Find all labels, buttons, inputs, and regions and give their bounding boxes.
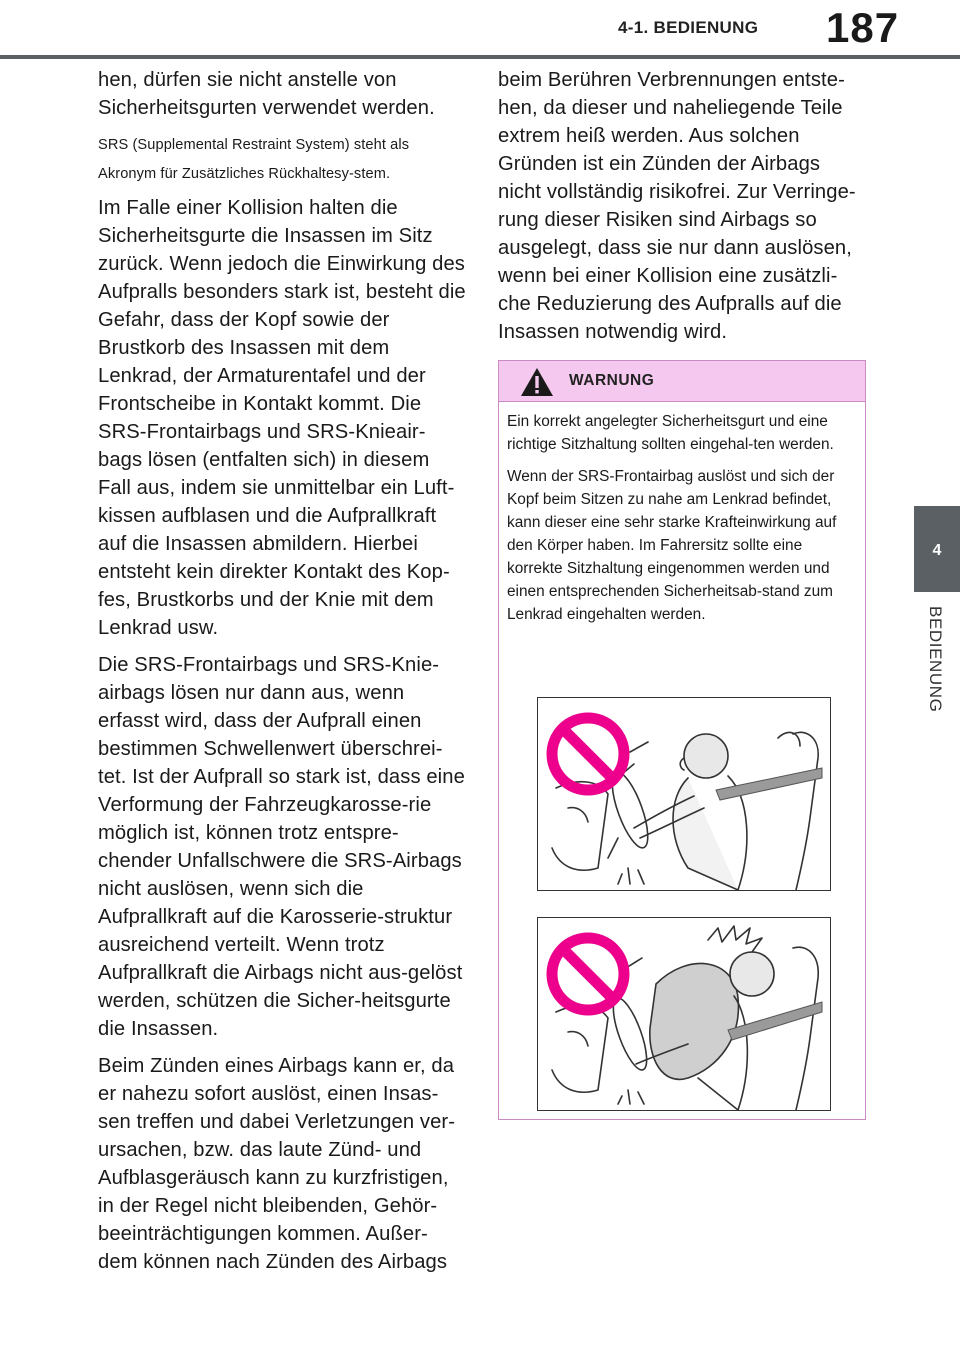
left-column (98, 66, 466, 1285)
acronym-note: SRS (Supplemental Restraint System) steht als Akronym für Zusätzliches Rückhaltesy-stem. (98, 137, 410, 182)
chapter-number: 4 (932, 542, 942, 559)
illustration-driver-seated (537, 697, 831, 891)
body-paragraph: Beim Zünden eines Airbags kann er, da er nahezu sofort auslöst, einen Insas-sen treffen und dabei Verletzungen ver-ursachen, bzw. das laute Zünd- und Aufblasgeräusch kann zu kurzfristigen, in der Regel nicht bleibenden, Gehör-beeinträchtigungen kommen. Außer-dem können nach Zünden des Airbags (98, 1055, 456, 1273)
driver-seated-drawing (538, 698, 830, 890)
body-paragraph: Die SRS-Frontairbags und SRS-Knie-airbags lösen nur dann aus, wenn erfasst wird, dass der Aufprall einen bestimmen Schwellenwert überschrei-tet. Ist der Aufprall so stark ist, dass eine Verformung der Fahrzeugkarosse-rie möglich ist, können trotz entspre-chender Unfallschwere die SRS-Airbags nicht auslösen, wenn sich die Aufprallkraft auf die Karosserie-struktur ausreichend verteilt. Wenn trotz Aufprallkraft die Airbags nicht aus-gelöst werden, schützen die Sicher-heitsgurte die Insassen. (98, 654, 465, 1040)
body-paragraph: hen, dürfen sie nicht anstelle von Sicherheitsgurten verwendet werden. (98, 69, 435, 119)
prohibition-sign-icon (552, 718, 624, 790)
page-number: 187 (826, 4, 900, 51)
header-rule (0, 55, 960, 59)
warning-body (499, 402, 865, 626)
warning-triangle-icon (519, 366, 555, 398)
warning-header (499, 361, 865, 402)
chapter-label-wrapper (914, 606, 960, 726)
prohibition-sign-icon (552, 938, 624, 1010)
warning-title: WARNUNG (569, 372, 655, 389)
warning-paragraph: Wenn der SRS-Frontairbag auslöst und sich der Kopf beim Sitzen zu nahe am Lenkrad befindet, kann dieser eine sehr starke Krafteinwirkung auf den Körper haben. Im Fahrersitz sollte eine korrekte Sitzhaltung eingenommen werden und einen entsprechenden Sicherheitsab-stand zum Lenkrad eingehalten werden. (507, 468, 837, 623)
driver-too-close-drawing (538, 918, 830, 1110)
right-column (498, 66, 866, 355)
warning-paragraph: Ein korrekt angelegter Sicherheitsgurt und eine richtige Sitzhaltung sollten eingehal-ten werden. (507, 413, 834, 453)
chapter-tab (914, 506, 960, 592)
warning-box (498, 360, 866, 1120)
section-title: 4-1. BEDIENUNG (618, 18, 759, 37)
illustration-driver-too-close (537, 917, 831, 1111)
chapter-label: BEDIENUNG (926, 606, 945, 713)
body-paragraph: Im Falle einer Kollision halten die Sicherheitsgurte die Insassen im Sitz zurück. Wenn jedoch die Einwirkung des Aufpralls besonders stark ist, besteht die Gefahr, dass der Kopf sowie der Brustkorb des Insassen mit dem Lenkrad, der Armaturentafel und der Frontscheibe in Kontakt kommt. Die SRS-Frontairbags und SRS-Knieair-bags lösen (entfalten sich) in diesem Fall aus, indem sie unmittelbar ein Luft-kissen aufblasen und die Aufprallkraft auf die Insassen abmildern. Hierbei entsteht kein direkter Kontakt des Kop-fes, Brustkorbs und der Knie mit dem Lenkrad usw. (98, 197, 466, 639)
body-paragraph: beim Berühren Verbrennungen entste-hen, da dieser und naheliegende Teile extrem heiß werden. Aus solchen Gründen ist ein Zünden der Airbags nicht vollständig risikofrei. Zur Verringe-rung dieser Risiken sind Airbags so ausgelegt, dass sie nur dann auslösen, wenn bei einer Kollision eine zusätzli-che Reduzierung des Aufpralls auf die Insassen notwendig wird. (498, 69, 856, 343)
